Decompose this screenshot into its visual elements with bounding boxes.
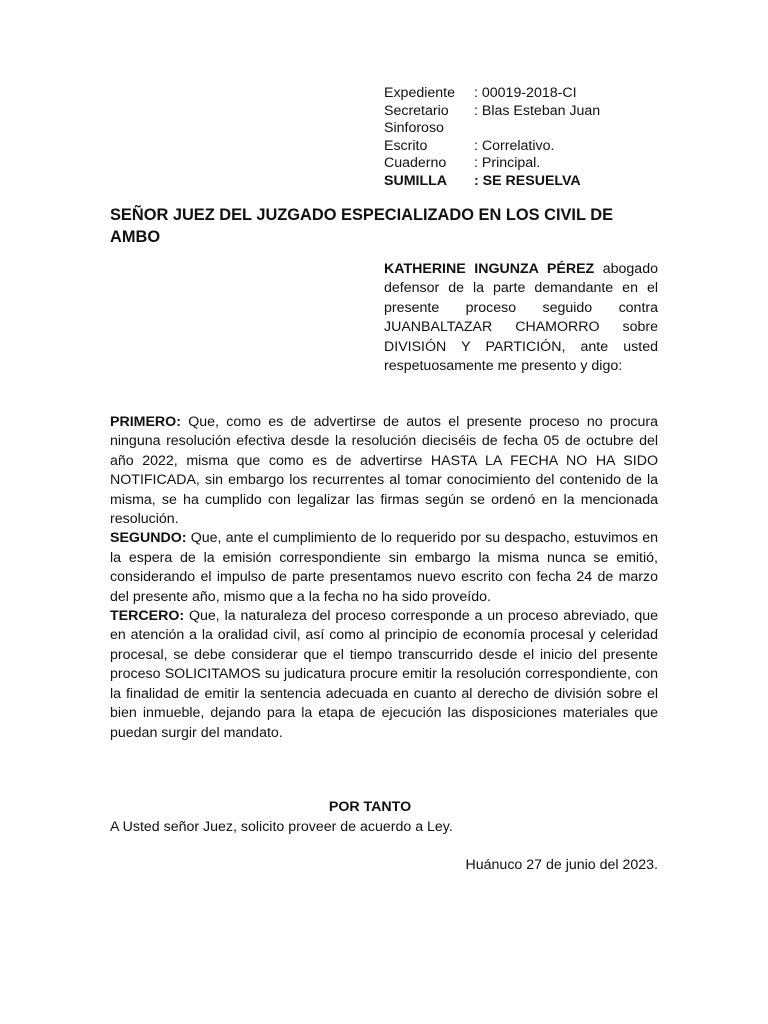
expediente-row <box>384 85 664 103</box>
primero-text: Que, como es de advertirse de autos el presente proceso no procura ninguna resolución efectiva desde la resolución dieciséis de fecha 05 de octubre del año 2022, misma que como es de advertirse HASTA LA FECHA NO HA SIDO NOTIFICADA, sin embargo los recurrentes al tomar conocimiento del contenido de la misma, se ha cumplido con legalizar las firmas según se ordenó en la mencionada resolución. <box>110 414 658 528</box>
cuaderno-row <box>384 155 664 173</box>
segundo-label: SEGUNDO: <box>110 530 187 547</box>
tercero-text: Que, la naturaleza del proceso corresponde a un proceso abreviado, que en atención a la oralidad civil, así como al principio de economía procesal y celeridad procesal, se debe considerar que el tiempo transcurrido desde el inicio del presente proceso SOLICITAMOS su judicatura procure emitir la resolución correspondiente, con la finalidad de emitir la sentencia adecuada en cuanto al derecho de división sobre el bien inmueble, dejando para la etapa de ejecución las disposiciones materiales que puedan surgir del mandato. <box>110 608 658 741</box>
segundo-text: Que, ante el cumplimiento de lo requerido por su despacho, estuvimos en la espera de la emisión correspondiente sin embargo la misma nunca se emitió, considerando el impulso de parte presentamos nuevo escrito con fecha 24 de marzo del presente año, mismo que a la fecha no ha sido proveído. <box>110 530 658 605</box>
closing-request: A Usted señor Juez, solicito proveer de acuerdo a Ley. <box>110 819 453 835</box>
cuaderno-value: : Principal. <box>474 155 541 171</box>
sumilla-label: SUMILLA <box>384 172 448 189</box>
party-name: KATHERINE INGUNZA PÉREZ <box>384 261 595 277</box>
paragraph-primero <box>110 413 658 529</box>
paragraph-segundo <box>110 529 658 607</box>
cuaderno-label: Cuaderno <box>384 155 447 171</box>
court-heading: SEÑOR JUEZ DEL JUZGADO ESPECIALIZADO EN LOS CIVIL DE AMBO <box>110 206 614 246</box>
secretario-value: : Blas Esteban Juan <box>474 102 601 119</box>
signing-date: Huánuco 27 de junio del 2023. <box>465 857 658 873</box>
paragraph-tercero <box>110 607 658 743</box>
secretario-label: Secretario <box>384 102 449 119</box>
case-header <box>384 85 664 190</box>
sumilla-row <box>384 173 664 191</box>
escrito-value: : Correlativo. <box>474 137 555 154</box>
sumilla-value: : SE RESUELVA <box>474 172 581 189</box>
primero-label: PRIMERO: <box>110 414 181 430</box>
secretario-continuation: Sinforoso <box>384 120 444 136</box>
por-tanto-heading: POR TANTO <box>328 799 412 815</box>
escrito-label: Escrito <box>384 137 428 154</box>
party-intro-text: abogado defensor de la parte demandante en el presente proceso seguido contra JUANBALTAZAR CHAMORRO sobre DIVISIÓN Y PARTICIÓN, ante usted respetuosamente me presento y digo: <box>384 261 658 375</box>
tercero-label: TERCERO: <box>110 608 185 625</box>
expediente-label: Expediente <box>384 85 455 101</box>
party-intro <box>384 260 658 376</box>
secretario-row <box>384 103 664 121</box>
expediente-value: : 00019-2018-CI <box>474 85 577 101</box>
escrito-row <box>384 138 664 156</box>
document-body <box>110 413 658 743</box>
